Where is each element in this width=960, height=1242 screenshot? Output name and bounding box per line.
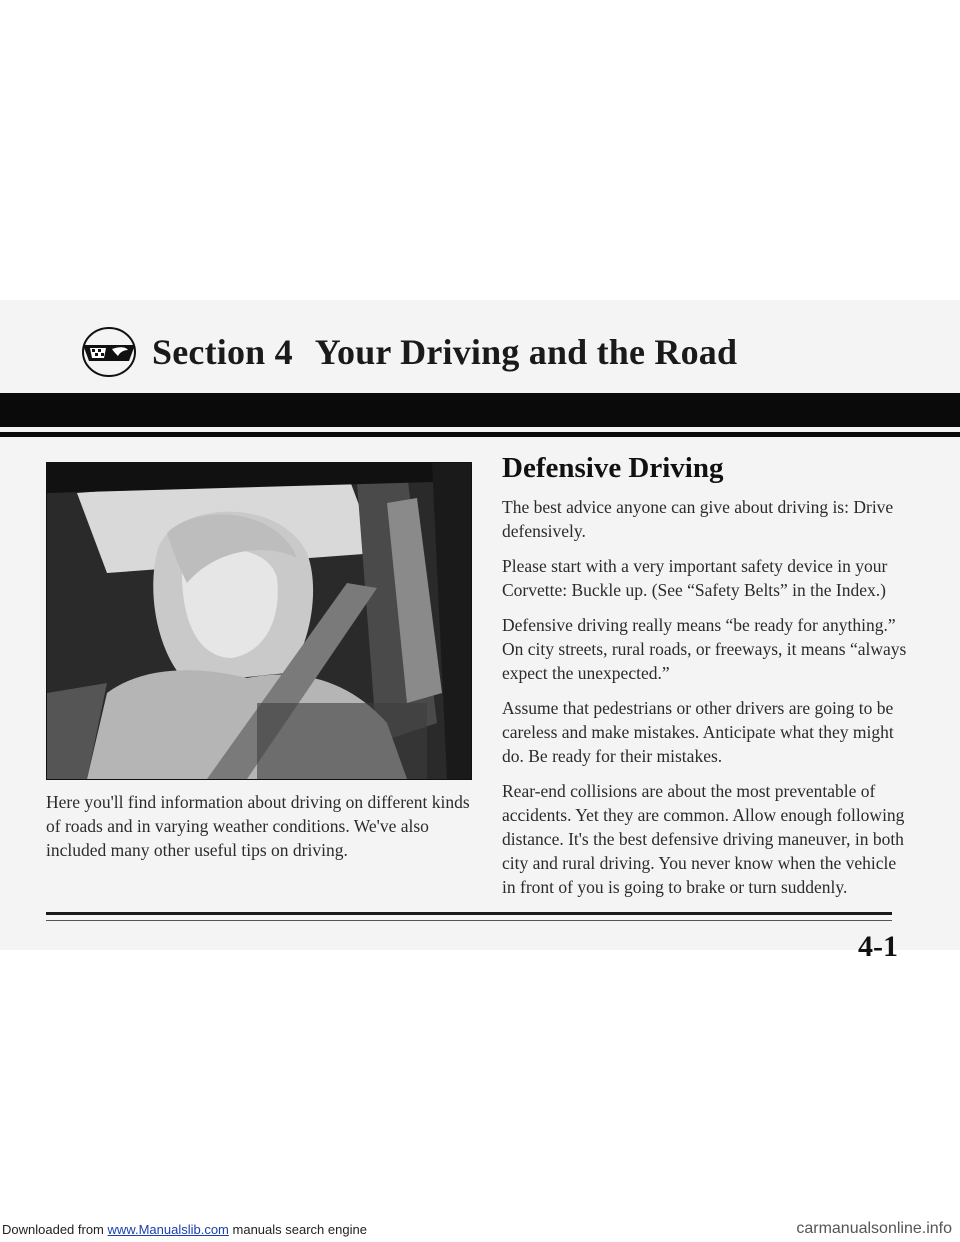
header-rule-thick [0,393,960,427]
watermark: carmanualsonline.info [796,1220,952,1237]
footer-rule [46,912,892,915]
section-heading: Defensive Driving [502,452,724,484]
header-rule-thin [0,432,960,437]
paragraph: The best advice anyone can give about driving is: Drive defensively. [502,497,894,541]
paragraph: Rear-end collisions are about the most preventable of accidents. Yet they are common. Allow enough following distance. It's the best defensive driving maneuver, in both city and rural driving. You never know when the vehicle in front of you is going to brake or turn suddenly. [502,781,905,897]
paragraph: Assume that pedestrians or other drivers are going to be careless and make mistakes. Anticipate what they might do. Be ready for their mistakes. [502,698,894,766]
safety-belt-illustration [46,462,472,780]
section-header [80,322,737,382]
paragraph: Defensive driving really means “be ready for anything.” On city streets, rural roads, or freeways, it means “always expect the unexpected.” [502,615,907,683]
download-prefix: Downloaded from [2,1222,104,1237]
paragraph: Please start with a very important safety device in your Corvette: Buckle up. (See “Safety Belts” in the Index.) [502,556,888,600]
footer-rule-thin [46,920,892,921]
section-number: Section 4 [152,332,293,372]
page-number: 4-1 [858,930,898,963]
download-note [2,1222,367,1237]
corvette-emblem-icon [80,325,138,379]
intro-caption: Here you'll find information about driving on different kinds of roads and in varying weather conditions. We've also included many other useful tips on driving. [46,792,470,860]
section-title [152,331,737,373]
defensive-driving-section [502,452,912,910]
section-name: Your Driving and the Road [314,332,738,372]
manualslib-link[interactable]: www.Manualslib.com [107,1222,229,1237]
download-suffix: manuals search engine [232,1222,367,1237]
